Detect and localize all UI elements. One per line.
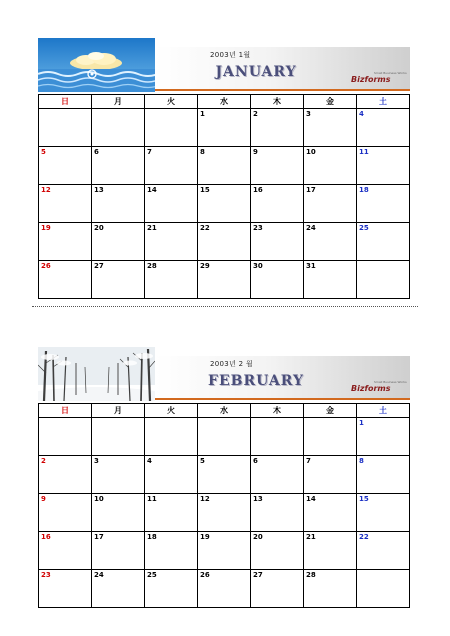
day-cell: 13 bbox=[251, 494, 304, 532]
weekday-tue: 火 bbox=[145, 95, 198, 109]
day-cell: 20 bbox=[92, 223, 145, 261]
day-cell: 9 bbox=[251, 147, 304, 185]
cut-line-divider bbox=[32, 306, 418, 307]
day-cell: 23 bbox=[251, 223, 304, 261]
year-month-label: 2003년 1월 bbox=[210, 51, 251, 59]
day-cell bbox=[145, 418, 198, 456]
day-cell: 27 bbox=[92, 261, 145, 299]
day-cell: 5 bbox=[39, 147, 92, 185]
brand-logo: Bizforms bbox=[351, 75, 391, 84]
day-cell: 24 bbox=[304, 223, 357, 261]
day-cell: 30 bbox=[251, 261, 304, 299]
day-cell bbox=[251, 418, 304, 456]
week-row bbox=[39, 185, 410, 223]
week-row bbox=[39, 456, 410, 494]
day-cell: 17 bbox=[304, 185, 357, 223]
day-cell: 14 bbox=[145, 185, 198, 223]
weekday-fri: 金 bbox=[304, 404, 357, 418]
weekday-fri: 金 bbox=[304, 95, 357, 109]
weekday-sun: 日 bbox=[39, 404, 92, 418]
weekday-wed: 水 bbox=[198, 95, 251, 109]
day-cell: 29 bbox=[198, 261, 251, 299]
day-cell: 16 bbox=[251, 185, 304, 223]
accent-rule bbox=[155, 398, 410, 400]
month-banner bbox=[38, 347, 410, 401]
weekday-tue: 火 bbox=[145, 404, 198, 418]
day-cell: 20 bbox=[251, 532, 304, 570]
week-row bbox=[39, 147, 410, 185]
day-cell bbox=[145, 109, 198, 147]
month-february bbox=[38, 347, 410, 579]
day-cell: 3 bbox=[92, 456, 145, 494]
day-cell: 10 bbox=[92, 494, 145, 532]
day-cell: 25 bbox=[357, 223, 410, 261]
day-cell bbox=[92, 418, 145, 456]
weekday-sun: 日 bbox=[39, 95, 92, 109]
day-cell: 17 bbox=[92, 532, 145, 570]
day-cell bbox=[92, 109, 145, 147]
day-cell: 16 bbox=[39, 532, 92, 570]
day-cell: 31 bbox=[304, 261, 357, 299]
day-cell: 8 bbox=[357, 456, 410, 494]
day-cell: 15 bbox=[357, 494, 410, 532]
day-cell: 6 bbox=[92, 147, 145, 185]
snowy-forest-image bbox=[38, 347, 155, 401]
day-cell: 7 bbox=[304, 456, 357, 494]
day-cell: 19 bbox=[39, 223, 92, 261]
day-cell: 9 bbox=[39, 494, 92, 532]
day-cell: 12 bbox=[39, 185, 92, 223]
day-cell: 26 bbox=[39, 261, 92, 299]
day-cell: 27 bbox=[251, 570, 304, 608]
day-cell bbox=[304, 418, 357, 456]
week-row bbox=[39, 261, 410, 299]
day-cell: 21 bbox=[304, 532, 357, 570]
day-cell: 23 bbox=[39, 570, 92, 608]
brand-tagline: Small Business Works bbox=[374, 380, 407, 384]
month-banner bbox=[38, 38, 410, 92]
week-row bbox=[39, 418, 410, 456]
day-cell: 5 bbox=[198, 456, 251, 494]
day-cell: 28 bbox=[145, 261, 198, 299]
weekday-mon: 月 bbox=[92, 95, 145, 109]
day-cell bbox=[39, 418, 92, 456]
day-cell: 15 bbox=[198, 185, 251, 223]
week-row bbox=[39, 494, 410, 532]
accent-rule bbox=[155, 89, 410, 91]
day-cell: 14 bbox=[304, 494, 357, 532]
calendar-grid bbox=[38, 403, 410, 608]
sea-clouds-image bbox=[38, 38, 155, 92]
weekday-mon: 月 bbox=[92, 404, 145, 418]
week-row bbox=[39, 109, 410, 147]
day-cell: 22 bbox=[198, 223, 251, 261]
day-cell bbox=[357, 570, 410, 608]
month-title: JANUARY bbox=[215, 64, 297, 80]
week-row bbox=[39, 223, 410, 261]
month-title: FEBRUARY bbox=[208, 373, 304, 389]
day-cell: 7 bbox=[145, 147, 198, 185]
day-cell: 22 bbox=[357, 532, 410, 570]
day-cell: 10 bbox=[304, 147, 357, 185]
weekday-header-row bbox=[39, 95, 410, 109]
day-cell: 26 bbox=[198, 570, 251, 608]
weekday-header-row bbox=[39, 404, 410, 418]
weekday-sat: 土 bbox=[357, 404, 410, 418]
day-cell: 18 bbox=[357, 185, 410, 223]
day-cell: 25 bbox=[145, 570, 198, 608]
day-cell: 12 bbox=[198, 494, 251, 532]
day-cell: 24 bbox=[92, 570, 145, 608]
day-cell: 11 bbox=[145, 494, 198, 532]
week-row bbox=[39, 532, 410, 570]
day-cell bbox=[39, 109, 92, 147]
day-cell: 2 bbox=[39, 456, 92, 494]
week-row bbox=[39, 570, 410, 608]
day-cell: 3 bbox=[304, 109, 357, 147]
weekday-sat: 土 bbox=[357, 95, 410, 109]
day-cell bbox=[198, 418, 251, 456]
calendar-grid bbox=[38, 94, 410, 299]
day-cell: 1 bbox=[198, 109, 251, 147]
day-cell: 13 bbox=[92, 185, 145, 223]
day-cell: 11 bbox=[357, 147, 410, 185]
weekday-thu: 木 bbox=[251, 404, 304, 418]
day-cell: 4 bbox=[145, 456, 198, 494]
weekday-thu: 木 bbox=[251, 95, 304, 109]
day-cell: 8 bbox=[198, 147, 251, 185]
day-cell: 28 bbox=[304, 570, 357, 608]
day-cell: 18 bbox=[145, 532, 198, 570]
day-cell: 19 bbox=[198, 532, 251, 570]
brand-tagline: Small Business Works bbox=[374, 71, 407, 75]
brand-logo: Bizforms bbox=[351, 384, 391, 393]
day-cell: 21 bbox=[145, 223, 198, 261]
day-cell: 4 bbox=[357, 109, 410, 147]
year-month-label: 2003년 2 월 bbox=[210, 360, 253, 368]
day-cell bbox=[357, 261, 410, 299]
day-cell: 2 bbox=[251, 109, 304, 147]
day-cell: 1 bbox=[357, 418, 410, 456]
weekday-wed: 水 bbox=[198, 404, 251, 418]
month-january bbox=[38, 38, 410, 270]
day-cell: 6 bbox=[251, 456, 304, 494]
